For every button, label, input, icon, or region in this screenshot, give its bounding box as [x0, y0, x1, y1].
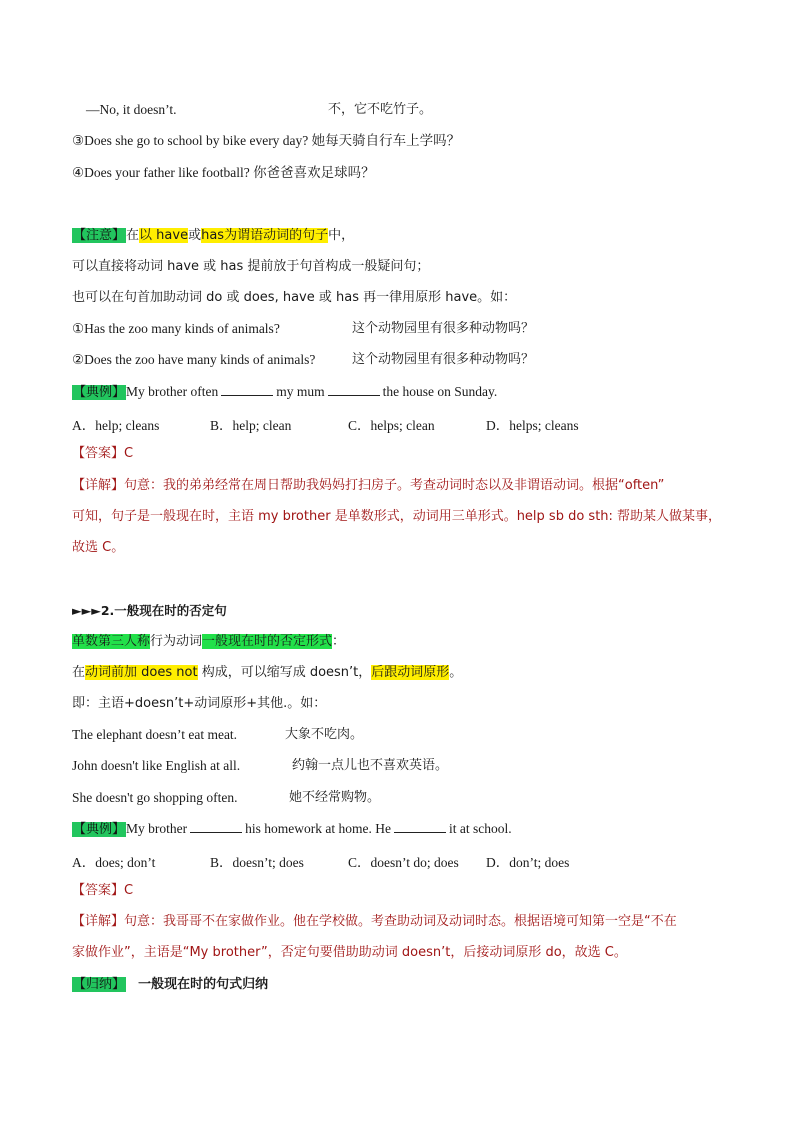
summary-tag: 【归纳】: [73, 977, 126, 992]
example-4: ④Does your father like football? 你爸爸喜欢足球吗？: [72, 165, 375, 180]
example2-detail-2: 家做作业”，主语是“My brother”，否定句要借助助动词 doesn’t，后接动词原形 do，故选 C。: [72, 945, 627, 960]
answer-line: —No, it doesn’t.: [86, 102, 177, 117]
sec2-example-2: John doesn't like English at all.: [72, 758, 241, 773]
example-3: ③Does she go to school by bike every day? 她每天骑自行车上学吗？: [72, 133, 461, 148]
example2-option-c: C．doesn’t do; does: [348, 855, 459, 870]
sec2-example-3: She doesn't go shopping often.: [72, 790, 238, 805]
note-tag: 【注意】: [73, 228, 126, 243]
example2-option-d: D．don’t; does: [486, 855, 570, 870]
note-example-2-cn: 这个动物园里有很多种动物吗？: [352, 352, 535, 367]
answer-line-cn: 不，它不吃竹子。: [328, 102, 433, 117]
example1-detail-1: 【详解】句意：我的弟弟经常在周日帮助我妈妈打扫房子。考查动词时态以及非谓语动词。根据“often”: [72, 478, 665, 493]
sec2-example-3-cn: 她不经常购物。: [289, 790, 381, 805]
sec2-example-1: The elephant doesn’t eat meat.: [72, 727, 238, 742]
example1-option-a: A．help; cleans: [72, 418, 160, 433]
note-example-1: ①Has the zoo many kinds of animals?: [72, 321, 280, 336]
note-example-1-cn: 这个动物园里有很多种动物吗？: [352, 321, 535, 336]
blank: [190, 820, 242, 833]
example1-option-b: B．help; clean: [210, 418, 292, 433]
example1-option-c: C．helps; clean: [348, 418, 435, 433]
example2-tag: 【典例】: [73, 822, 126, 837]
section-heading: ►►►2.一般现在时的否定句: [72, 603, 227, 618]
rule-line-2: 在动词前加 does not 构成，可以缩写成 doesn’t，后跟动词原形。: [72, 665, 463, 680]
sec2-example-1-cn: 大象不吃肉。: [285, 727, 364, 742]
blank: [221, 383, 273, 396]
example2-detail-1: 【详解】句意：我哥哥不在家做作业。他在学校做。考查助动词及动词时态。根据语境可知第一空是“不在: [72, 914, 677, 929]
example2-answer: 【答案】C: [72, 883, 134, 898]
example1-answer: 【答案】C: [72, 446, 134, 461]
sec2-example-2-cn: 约翰一点儿也不喜欢英语。: [292, 758, 449, 773]
summary-line: 【归纳】 一般现在时的句式归纳: [73, 977, 269, 992]
example1-question: 【典例】My brother often my mum the house on Sunday.: [73, 384, 498, 400]
rule-line-3: 即：主语+doesn’t+动词原形+其他.。如：: [72, 696, 327, 711]
example1-option-d: D．helps; cleans: [486, 418, 579, 433]
rule-line-1: 单数第三人称行为动词一般现在时的否定形式：: [72, 634, 346, 649]
example1-detail-3: 故选 C。: [72, 540, 125, 555]
example2-question: 【典例】My brother his homework at home. He it at school.: [73, 821, 512, 837]
blank: [328, 383, 380, 396]
blank: [394, 820, 446, 833]
example1-detail-2: 可知，句子是一般现在时，主语 my brother 是单数形式，动词用三单形式。help sb do sth: 帮助某人做某事，: [72, 509, 722, 524]
note-example-2: ②Does the zoo have many kinds of animals?: [72, 352, 316, 367]
note-line-1: 【注意】在以 have或has为谓语动词的句子中，: [73, 228, 355, 243]
note-line-3: 也可以在句首加助动词 do 或 does, have 或 has 再一律用原形 have。如：: [72, 290, 517, 305]
note-line-2: 可以直接将动词 have 或 has 提前放于句首构成一般疑问句；: [72, 259, 430, 274]
example2-option-a: A．does; don’t: [72, 855, 156, 870]
example1-tag: 【典例】: [73, 385, 126, 400]
example2-option-b: B．doesn’t; does: [210, 855, 304, 870]
